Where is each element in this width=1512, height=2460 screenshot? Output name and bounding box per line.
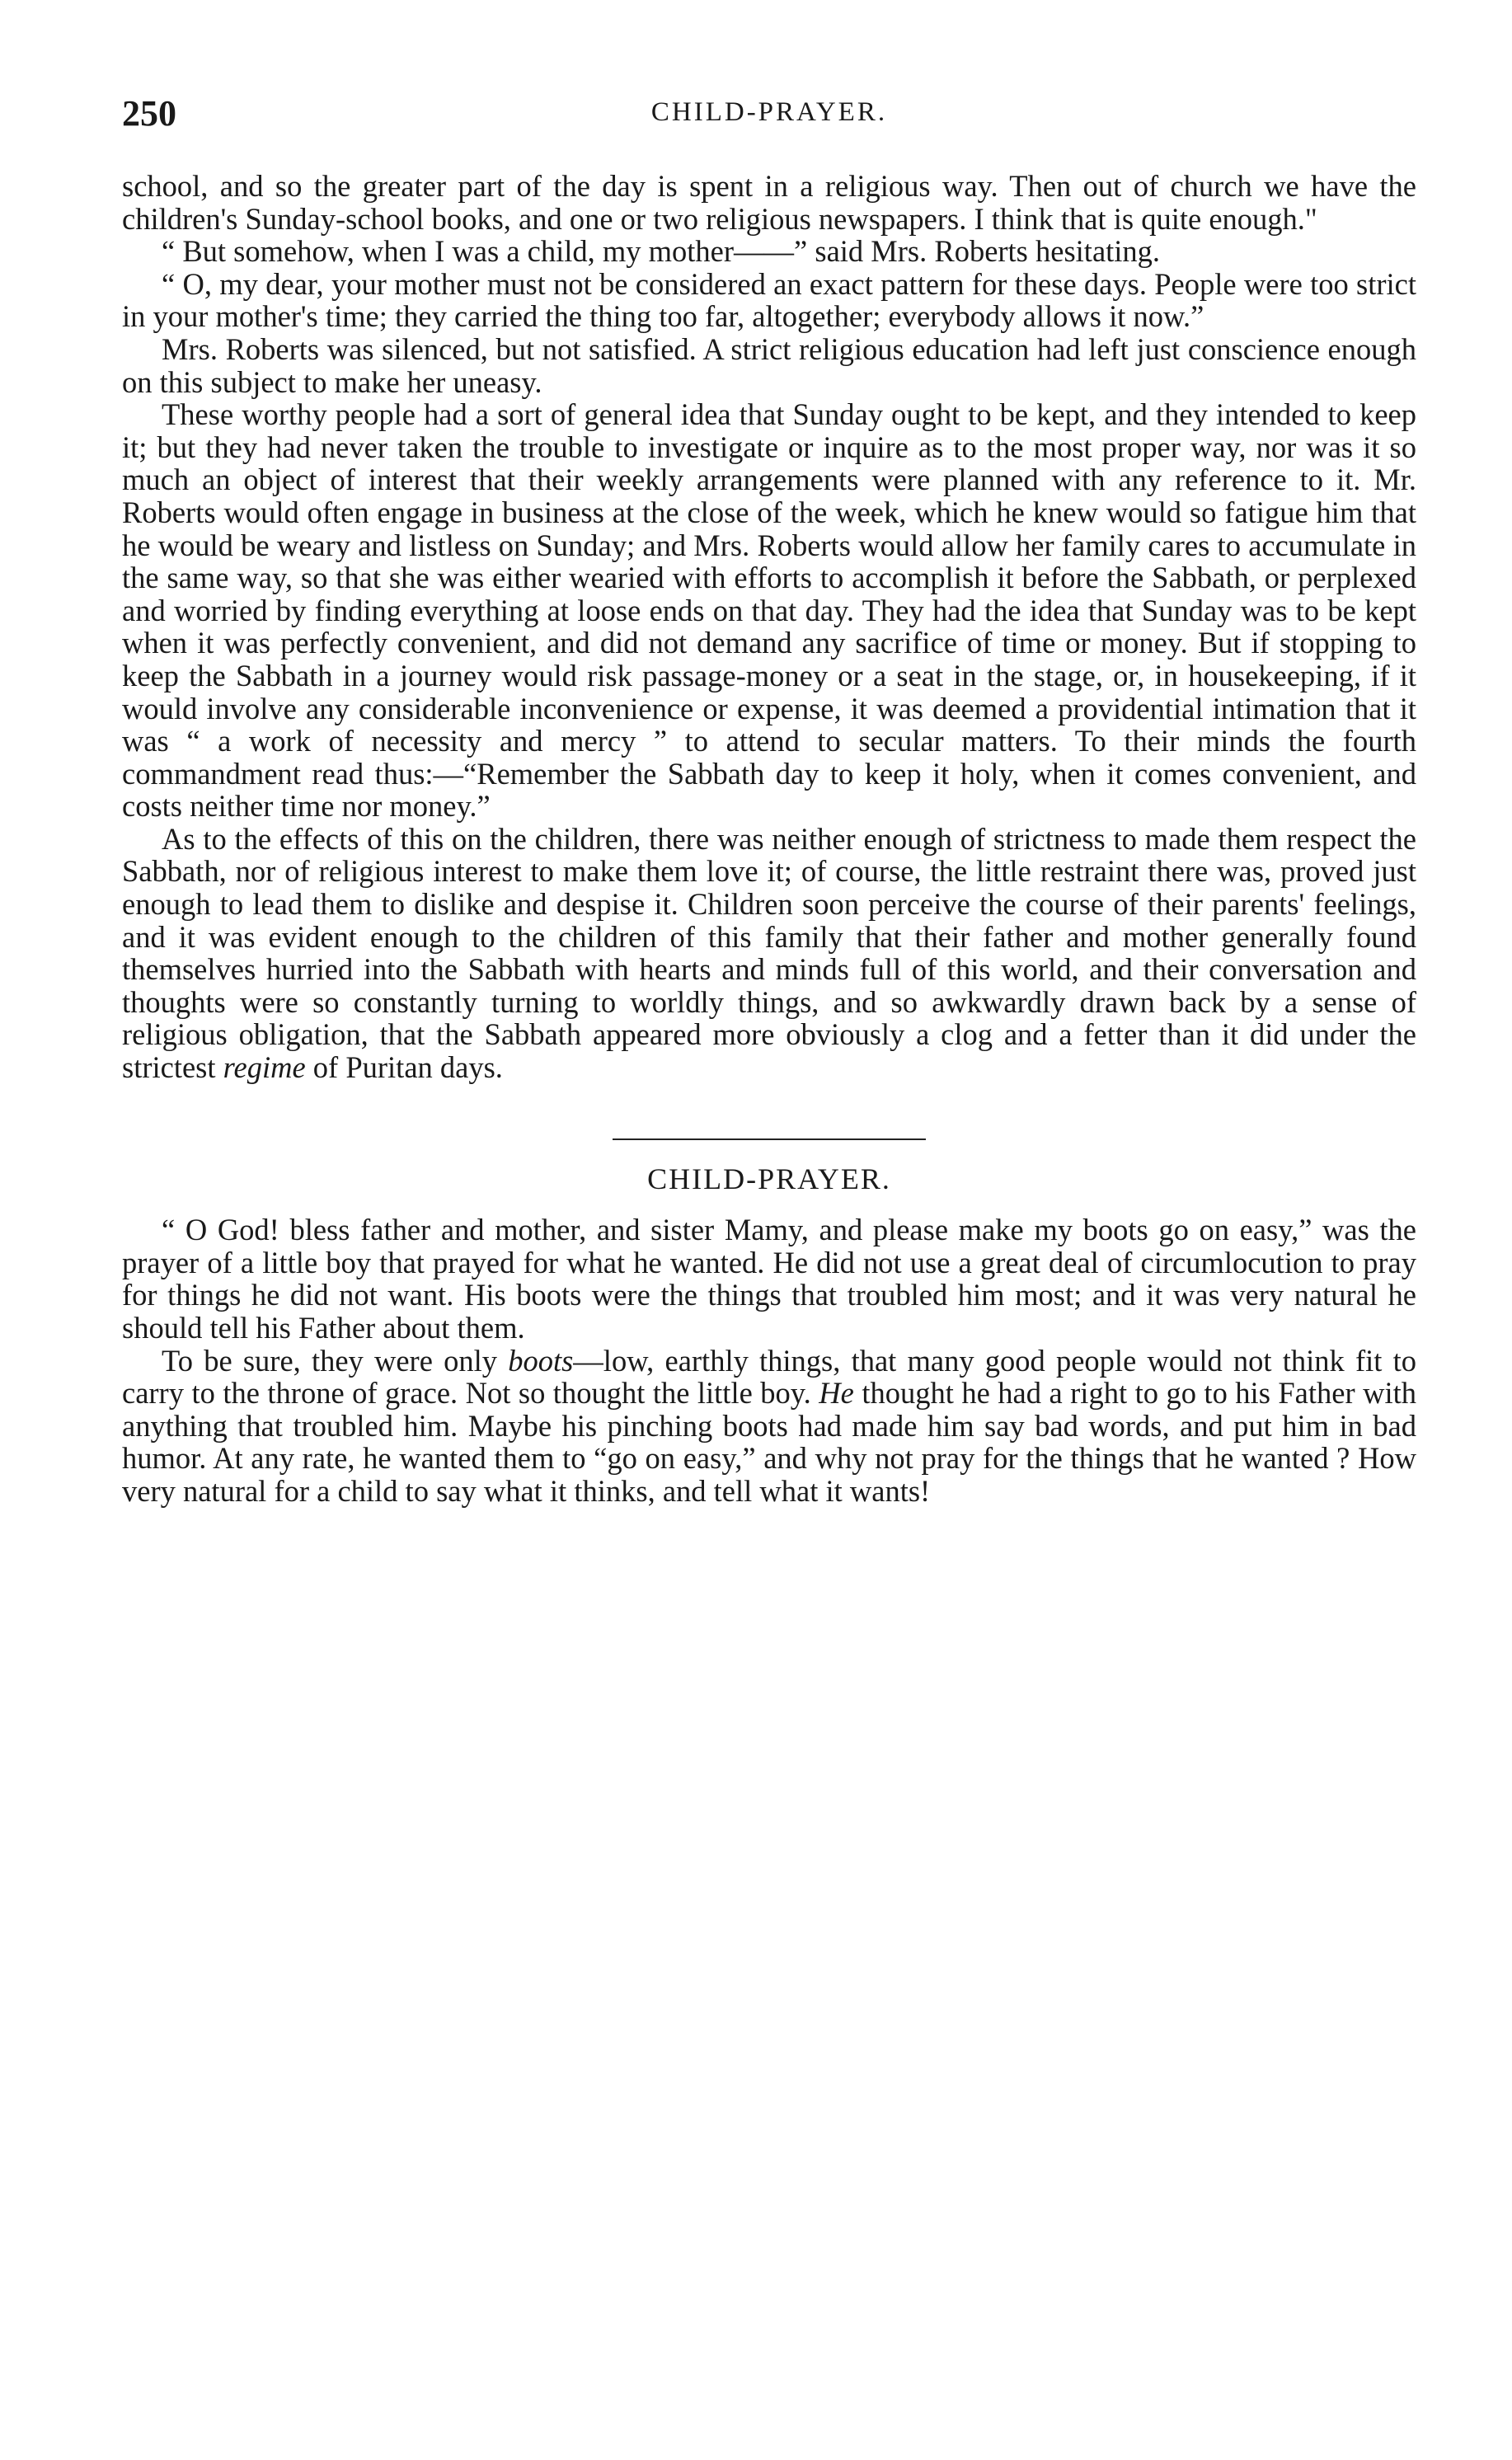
running-head	[122, 92, 1416, 142]
paragraph	[122, 1345, 1416, 1508]
paragraph: “ But somehow, when I was a child, my mother——” said Mrs. Roberts hesitating.	[162, 234, 1161, 269]
paragraph-tail: of Puritan days.	[305, 1050, 503, 1085]
paragraph: Mrs. Roberts was silenced, but not satisfied. A strict religious education had left just conscience enough on this subject to make her uneasy.	[122, 331, 1416, 399]
paragraph-text: As to the effects of this on the children, there was neither enough of strictness to made them respect the Sabbath, nor of religious interest to make them love it; of course, the little restraint there was, proved just enough to lead them to dislike and despise it. Children soon perceive the course of their parents' feelings, and it was evident enough to the children of this family that their father and mother generally found themselves hurried into the Sabbath with hearts and minds full of this world, and their conversation and thoughts were so constantly turning to worldly things, and so awkwardly drawn back by a sense of religious obligation, that the Sabbath appeared more obviously a clog and a fetter than it did under the strictest	[122, 821, 1416, 1085]
italic-word: boots	[508, 1343, 574, 1378]
running-title: CHILD-PRAYER.	[650, 97, 888, 127]
paragraph: These worthy people had a sort of general idea that Sunday ought to be kept, and they intended to keep it; but they had never taken the trouble to investigate or inquire as to the most proper way, nor was it so much an object of interest that their weekly arrangements were planned with any reference to it. Mr. Roberts would often engage in business at the close of the week, which he knew would so fatigue him that he would be weary and listless on Sunday; and Mrs. Roberts would allow her family cares to accumulate in the same way, so that she was either wearied with efforts to accomplish it before the Sabbath, or perplexed and worried by finding everything at loose ends on that day. They had the idea that Sunday was to be kept when it was perfectly convenient, and did not demand any sacrifice of time or money. But if stopping to keep the Sabbath in a journey would risk passage-money or a seat in the stage, or, in housekeeping, if it would involve any considerable inconvenience or expense, it was deemed a providential intimation that it was “ a work of necessity and mercy ” to attend to secular matters. To their minds the fourth commandment read thus:—“Remember the Sabbath day to keep it holy, when it comes convenient, and costs neither time nor money.”	[122, 397, 1416, 824]
paragraph: “ O God! bless father and mother, and sister Mamy, and please make my boots go on easy,” was the prayer of a little boy that prayed for what he wanted. He did not use a great deal of circumlocution to pray for things he did not want. His boots were the things that troubled him most; and it was very natural he should tell his Father about them.	[122, 1213, 1416, 1345]
section-title: CHILD-PRAYER.	[647, 1162, 891, 1195]
body-text	[122, 170, 1416, 1508]
page-number: 250	[122, 93, 176, 134]
italic-word: He	[819, 1376, 854, 1411]
paragraph-text: thought he had a right to go to his Father with anything that troubled him. Maybe his pinching boots had made him say bad words, and put him in bad humor. At any rate, he wanted them to “go on easy,” and why not pray for the things that he wanted ? How very natural for a child to say what it thinks, and tell what it wants!	[122, 1376, 1416, 1508]
italic-word: regime	[223, 1050, 306, 1085]
section-divider	[613, 1138, 926, 1140]
paragraph	[122, 823, 1416, 1084]
paragraph-text: To be sure, they were only	[162, 1343, 509, 1378]
paragraph: “ O, my dear, your mother must not be considered an exact pattern for these days. People were too strict in your mother's time; they carried the thing too far, altogether; everybody allows it now.”	[122, 266, 1416, 334]
paragraph: school, and so the greater part of the day is spent in a religious way. Then out of church we have the children's Sunday-school books, and one or two religious newspapers. I think that is quite enough."	[122, 169, 1416, 236]
paragraph-text: —low, earthly things, that many good people would not think fit to carry to the throne of grace. Not so thought the little boy.	[122, 1343, 1416, 1411]
